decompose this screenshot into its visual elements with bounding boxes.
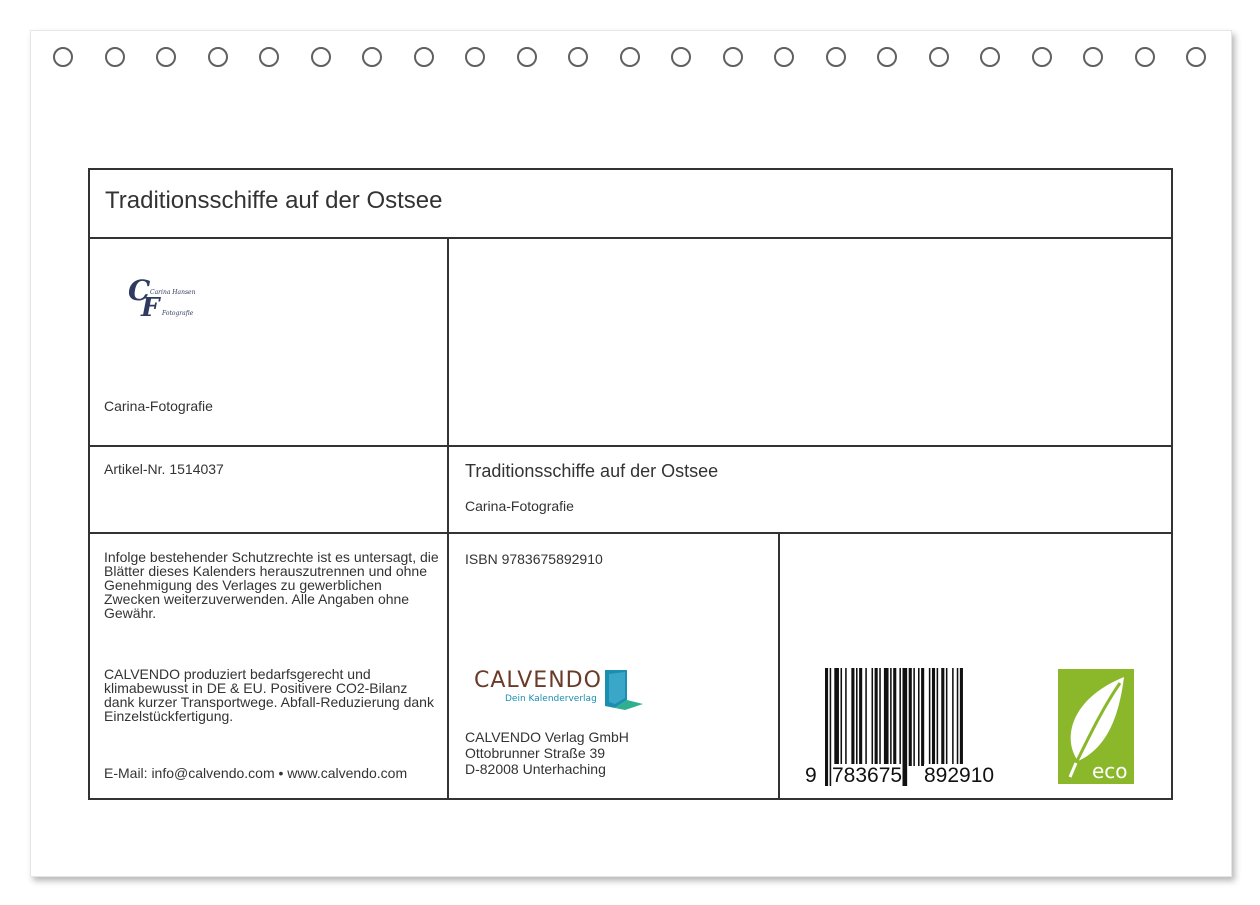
binding-hole xyxy=(208,47,228,67)
photographer-name: Carina-Fotografie xyxy=(104,398,213,414)
binding-hole xyxy=(723,47,743,67)
binding-hole xyxy=(568,47,588,67)
barcode-bar xyxy=(875,668,878,766)
logo-initial-c: C xyxy=(128,274,151,307)
logo-initial-f: F xyxy=(141,293,160,322)
barcode-bar xyxy=(957,668,959,766)
binding-hole xyxy=(156,47,176,67)
barcode-bar xyxy=(865,668,867,766)
barcode-bar xyxy=(830,668,832,786)
barcode-bar xyxy=(909,668,912,766)
eco-label: eco xyxy=(1092,759,1128,783)
barcode-bar xyxy=(884,668,889,766)
binding-hole xyxy=(465,47,485,67)
barcode-bar xyxy=(946,668,948,766)
barcode-bar xyxy=(834,668,839,766)
barcode-bar xyxy=(918,668,920,766)
divider-logo xyxy=(88,445,1173,447)
binding-holes xyxy=(0,47,1260,73)
binding-hole xyxy=(929,47,949,67)
binding-hole xyxy=(517,47,537,67)
barcode-bar xyxy=(825,668,828,786)
binding-hole xyxy=(980,47,1000,67)
photographer-logo xyxy=(128,272,200,322)
calvendo-page-icon xyxy=(605,670,643,710)
publisher-city: D-82008 Unterhaching xyxy=(465,761,606,777)
binding-hole xyxy=(620,47,640,67)
logo-script-top: Carina Hansen xyxy=(150,289,196,296)
barcode-bar xyxy=(937,668,939,766)
barcode-bar xyxy=(932,668,935,766)
article-number: Artikel-Nr. 1514037 xyxy=(104,461,224,477)
divider-title xyxy=(88,237,1173,239)
barcode-bar xyxy=(929,668,931,766)
barcode-bar xyxy=(941,668,944,766)
barcode-bar xyxy=(913,668,915,766)
barcode-bar xyxy=(851,668,854,766)
logo-script-bottom: Fotografie xyxy=(162,310,194,317)
contact-info: E-Mail: info@calvendo.com • www.calvendo.com xyxy=(104,765,408,781)
barcode-bar xyxy=(856,668,858,766)
barcode-first-digit: 9 xyxy=(805,764,817,787)
binding-hole xyxy=(414,47,434,67)
barcode-bar xyxy=(903,668,908,786)
product-author: Carina-Fotografie xyxy=(465,498,574,514)
binding-hole xyxy=(1083,47,1103,67)
isbn: ISBN 9783675892910 xyxy=(465,551,603,567)
binding-hole xyxy=(826,47,846,67)
publisher-street: Ottobrunner Straße 39 xyxy=(465,745,606,761)
binding-hole xyxy=(1032,47,1052,67)
barcode-bar xyxy=(952,668,954,766)
binding-hole xyxy=(671,47,691,67)
barcode-bar xyxy=(921,668,924,766)
binding-hole xyxy=(53,47,73,67)
binding-hole xyxy=(362,47,382,67)
eco-notice: CALVENDO produziert bedarfsgerecht und klimabewusst in DE & EU. Positivere CO2-Bilanz dank kurzer Transportwege. Abfall-Reduzierung dank Einzelstückfertigung. xyxy=(104,666,434,724)
calvendo-logo-wordmark: CALVENDO xyxy=(474,668,602,693)
barcode-group-1: 783675 xyxy=(832,764,903,787)
barcode-bar xyxy=(859,668,862,766)
binding-hole xyxy=(1186,47,1206,67)
binding-hole xyxy=(1135,47,1155,67)
binding-hole xyxy=(105,47,125,67)
divider-column-left xyxy=(447,237,449,800)
calvendo-logo-tagline: Dein Kalenderverlag xyxy=(505,694,597,704)
calendar-title: Traditionsschiffe auf der Ostsee xyxy=(105,187,443,214)
binding-hole xyxy=(259,47,279,67)
barcode-bar xyxy=(845,668,847,766)
publisher-name: CALVENDO Verlag GmbH xyxy=(465,729,629,745)
barcode-group-2: 892910 xyxy=(924,764,995,787)
copyright-notice: Infolge bestehender Schutzrechte ist es untersagt, die Blätter dieses Kalenders herauszutrennen und ohne Genehmigung des Verlages zu gewerblichen Zwecken weiterzuverwenden. Alle Angaben ohne Gewähr. xyxy=(104,549,439,621)
binding-hole xyxy=(877,47,897,67)
binding-hole xyxy=(774,47,794,67)
barcode-bar xyxy=(890,668,892,766)
barcode-bar xyxy=(879,668,881,766)
barcode-bar xyxy=(841,668,843,766)
barcode-bar xyxy=(872,668,874,766)
barcode-bar xyxy=(893,668,896,766)
binding-hole xyxy=(311,47,331,67)
eco-badge xyxy=(1058,669,1134,784)
divider-column-right xyxy=(778,532,780,800)
product-title: Traditionsschiffe auf der Ostsee xyxy=(465,461,719,481)
divider-article xyxy=(88,532,1173,534)
